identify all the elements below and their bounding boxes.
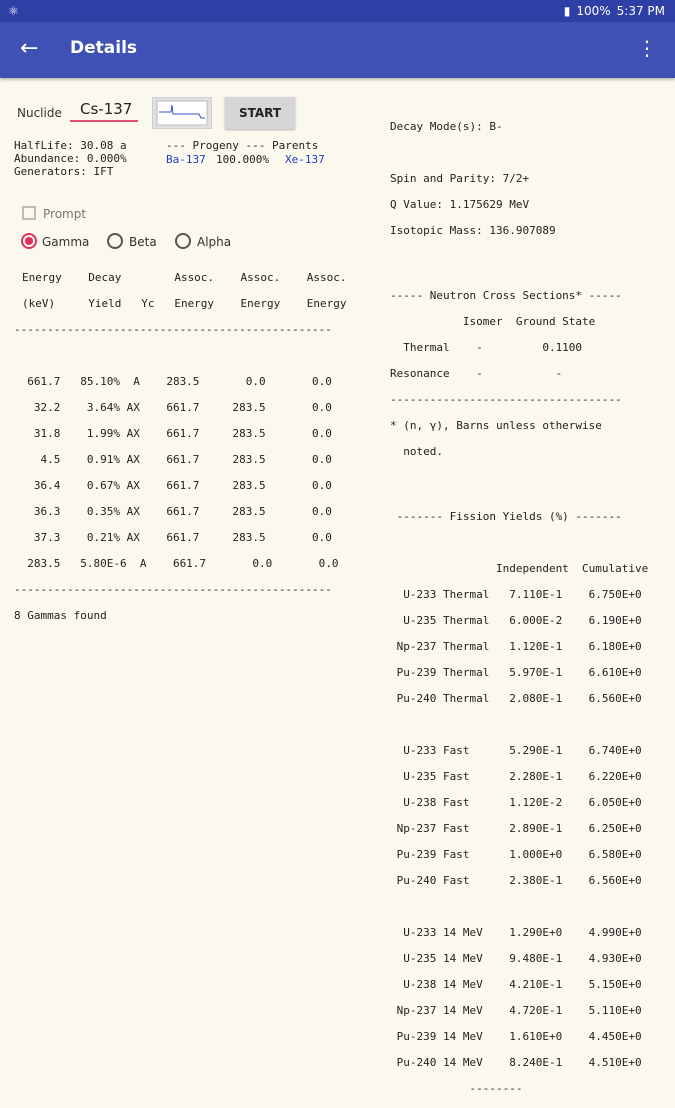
table-row: U-233 Thermal 7.110E-1 6.750E+0 — [390, 588, 642, 601]
table-row: Np-237 Fast 2.890E-1 6.250E+0 — [390, 822, 642, 835]
table-row: 37.3 0.21% AX 661.7 283.5 0.0 — [14, 531, 332, 544]
gamma-divider-top: ------------------------------------------------ — [14, 323, 332, 336]
table-row: 661.7 85.10% A 283.5 0.0 0.0 — [14, 375, 332, 388]
nuclide-input[interactable] — [70, 98, 138, 122]
cross-thermal: Thermal - 0.1100 — [390, 341, 583, 354]
gamma-header-1: Energy Decay Assoc. Assoc. Assoc. — [22, 271, 347, 284]
isotopic-mass: Isotopic Mass: 136.907089 — [390, 224, 556, 237]
table-row: Pu-240 14 MeV 8.240E-1 4.510E+0 — [390, 1056, 642, 1069]
table-row: Pu-239 14 MeV 1.610E+0 4.450E+0 — [390, 1030, 642, 1043]
gamma-count: 8 Gammas found — [14, 609, 107, 622]
q-value: Q Value: 1.175629 MeV — [390, 198, 530, 211]
table-row: Pu-240 Thermal 2.080E-1 6.560E+0 — [390, 692, 642, 705]
table-row: Pu-239 Thermal 5.970E-1 6.610E+0 — [390, 666, 642, 679]
progeny-percent: 100.000% — [216, 153, 269, 166]
abundance-text: Abundance: 0.000% — [14, 152, 127, 165]
progeny-link[interactable]: Ba-137 — [166, 153, 206, 166]
prompt-checkbox[interactable] — [22, 206, 36, 220]
table-row: 283.5 5.80E-6 A 661.7 0.0 0.0 — [14, 557, 339, 570]
gamma-divider-bottom: ------------------------------------------------ — [14, 583, 332, 596]
fission-header: ------- Fission Yields (%) ------- — [390, 510, 622, 523]
table-row: Np-237 Thermal 1.120E-1 6.180E+0 — [390, 640, 642, 653]
gamma-table — [14, 258, 347, 635]
beta-radio[interactable] — [107, 233, 123, 249]
table-row: U-233 14 MeV 1.290E+0 4.990E+0 — [390, 926, 642, 939]
right-panel — [390, 107, 648, 1108]
table-row: U-235 Fast 2.280E-1 6.220E+0 — [390, 770, 642, 783]
status-time: 5:37 PM — [616, 4, 665, 18]
overflow-menu-icon[interactable]: ⋮ — [637, 36, 657, 60]
alpha-label: Alpha — [197, 235, 232, 249]
progeny-header: --- Progeny --- Parents — [166, 139, 319, 152]
table-row: U-235 Thermal 6.000E-2 6.190E+0 — [390, 614, 642, 627]
decay-modes: Decay Mode(s): B- — [390, 120, 503, 133]
fission-columns: Independent Cumulative — [390, 562, 649, 575]
gamma-radio[interactable] — [21, 233, 37, 249]
alpha-radio[interactable] — [175, 233, 191, 249]
table-row: U-238 Fast 1.120E-2 6.050E+0 — [390, 796, 642, 809]
app-notification-icon: ⚛ — [8, 4, 19, 18]
status-bar — [0, 0, 675, 22]
app-bar — [0, 22, 675, 78]
nuclide-label: Nuclide — [17, 106, 62, 120]
table-row: Pu-240 Fast 2.380E-1 6.560E+0 — [390, 874, 642, 887]
cross-divider: ----------------------------------- — [390, 393, 622, 406]
parent-link[interactable]: Xe-137 — [285, 153, 325, 166]
cross-note-2: noted. — [390, 445, 443, 458]
page-title: Details — [70, 38, 138, 58]
beta-label: Beta — [129, 235, 157, 249]
battery-percent: 100% — [576, 4, 611, 18]
start-button[interactable]: START — [225, 97, 295, 129]
cross-sections-columns: Isomer Ground State — [390, 315, 596, 328]
spin-parity: Spin and Parity: 7/2+ — [390, 172, 530, 185]
halflife-text: HalfLife: 30.08 a — [14, 139, 127, 152]
fission-end-divider: -------- — [390, 1082, 523, 1095]
status-right — [564, 4, 665, 18]
battery-icon: ▮ — [563, 4, 571, 18]
back-arrow-icon[interactable]: ← — [20, 36, 39, 61]
table-row: Np-237 14 MeV 4.720E-1 5.110E+0 — [390, 1004, 642, 1017]
prompt-label: Prompt — [43, 207, 87, 221]
table-row: 4.5 0.91% AX 661.7 283.5 0.0 — [14, 453, 332, 466]
table-row: U-233 Fast 5.290E-1 6.740E+0 — [390, 744, 642, 757]
table-row: 31.8 1.99% AX 661.7 283.5 0.0 — [14, 427, 332, 440]
table-row: U-235 14 MeV 9.480E-1 4.930E+0 — [390, 952, 642, 965]
spectrum-thumbnail[interactable] — [152, 97, 212, 129]
spectrum-thumbnail-icon — [153, 98, 211, 128]
table-row: U-238 14 MeV 4.210E-1 5.150E+0 — [390, 978, 642, 991]
cross-note-1: * (n, γ), Barns unless otherwise — [390, 419, 602, 432]
gamma-label: Gamma — [42, 235, 90, 249]
cross-resonance: Resonance - - — [390, 367, 563, 380]
cross-sections-header: ----- Neutron Cross Sections* ----- — [390, 289, 622, 302]
gamma-header-2: (keV) Yield Yc Energy Energy Energy — [22, 297, 347, 310]
table-row: 36.3 0.35% AX 661.7 283.5 0.0 — [14, 505, 332, 518]
table-row: Pu-239 Fast 1.000E+0 6.580E+0 — [390, 848, 642, 861]
table-row: 36.4 0.67% AX 661.7 283.5 0.0 — [14, 479, 332, 492]
table-row: 32.2 3.64% AX 661.7 283.5 0.0 — [14, 401, 332, 414]
generators-text: Generators: IFT — [14, 165, 114, 178]
